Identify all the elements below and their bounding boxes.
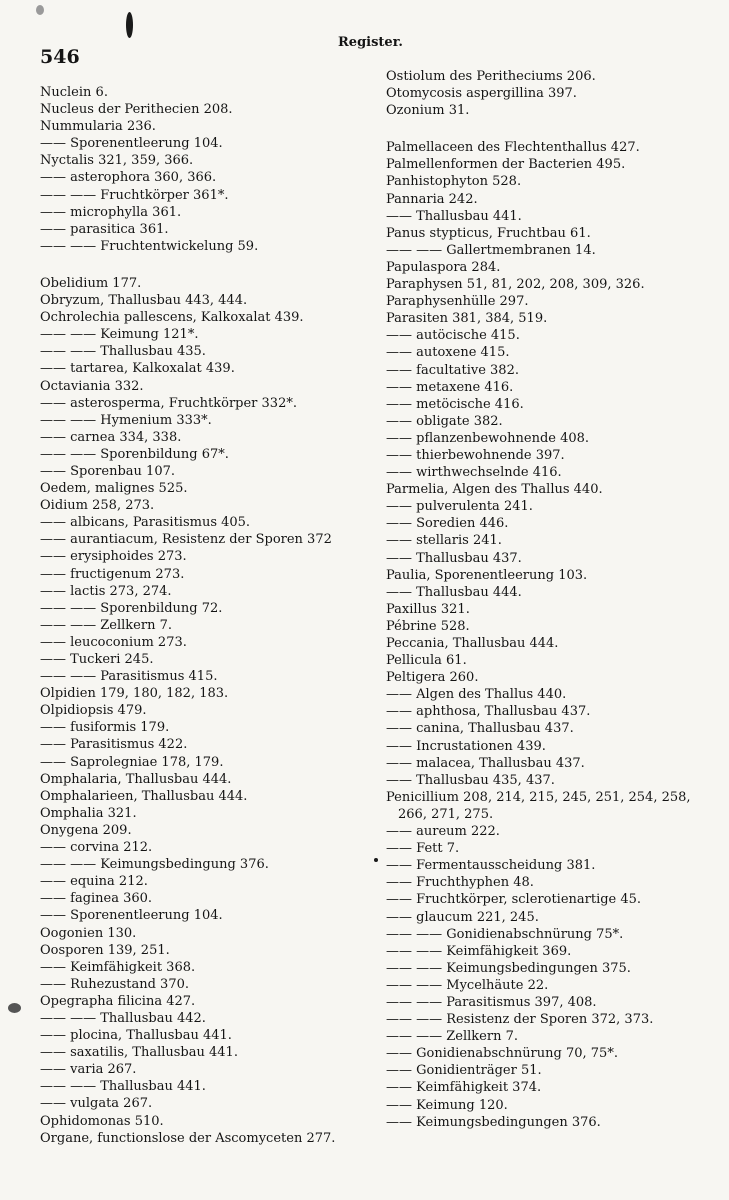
index-entry: Organe, functionslose der Ascomyceten 277.: [40, 1130, 336, 1146]
index-entry: —— Fruchthyphen 48.: [386, 875, 534, 891]
index-entry: Obryzum, Thallusbau 443, 444.: [40, 293, 248, 309]
index-entry: —— Fermentausscheidung 381.: [386, 858, 596, 874]
index-entry: —— Incrustationen 439.: [386, 738, 546, 754]
index-entry: Peccania, Thallusbau 444.: [386, 636, 559, 651]
index-entry: Palmellenformen der Bacterien 495.: [386, 157, 626, 173]
index-entry: —— Thallusbau 441.: [386, 208, 522, 224]
right-column: [386, 68, 721, 1131]
index-entry: —— metöcische 416.: [386, 396, 524, 412]
index-entry: —— pulverulenta 241.: [386, 499, 533, 515]
index-entry: —— —— Thallusbau 442.: [40, 1010, 206, 1026]
index-entry: —— Tuckeri 245.: [40, 652, 154, 667]
index-entry: —— —— Hymenium 333*.: [40, 412, 212, 428]
index-entry: —— —— Gallertmembranen 14.: [386, 242, 596, 258]
index-entry: —— Thallusbau 444.: [386, 584, 522, 600]
index-entry: Omphalarieen, Thallusbau 444.: [40, 788, 248, 804]
index-entry: —— facultative 382.: [386, 362, 519, 378]
index-entry: —— canina, Thallusbau 437.: [386, 721, 574, 737]
index-entry: —— Algen des Thallus 440.: [386, 687, 567, 703]
index-entry: Parasiten 381, 384, 519.: [386, 311, 548, 327]
index-entry: —— Parasitismus 422.: [40, 737, 188, 753]
index-entry: —— carnea 334, 338.: [40, 429, 182, 445]
index-entry: —— Thallusbau 435, 437.: [386, 772, 555, 788]
index-entry: —— —— Zellkern 7.: [40, 617, 172, 633]
page-number: 546: [40, 46, 80, 68]
index-entry: Otomycosis aspergillina 397.: [386, 86, 577, 102]
index-entry: —— plocina, Thallusbau 441.: [40, 1028, 232, 1044]
index-entry: —— —— Thallusbau 441.: [40, 1079, 206, 1095]
index-entry: Panus stypticus, Fruchtbau 61.: [386, 225, 591, 241]
index-entry: —— albicans, Parasitismus 405.: [40, 515, 251, 531]
index-entry: —— Soredien 446.: [386, 516, 509, 532]
index-entry: —— —— Resistenz der Sporen 372, 373.: [386, 1012, 654, 1028]
index-entry: Oogonien 130.: [40, 925, 137, 941]
index-entry: —— —— Keimfähigkeit 369.: [386, 943, 572, 959]
index-entry: —— Sporenentleerung 104.: [40, 908, 223, 924]
index-entry: —— —— Mycelhäute 22.: [386, 977, 549, 993]
index-entry: —— equina 212.: [40, 874, 148, 890]
index-entry: Oosporen 139, 251.: [40, 942, 170, 958]
index-entry: —— Sporenbau 107.: [40, 463, 175, 479]
index-entry: Pellicula 61.: [386, 653, 467, 669]
index-entry: —— tartarea, Kalkoxalat 439.: [40, 361, 235, 377]
index-entry: —— microphylla 361.: [40, 204, 182, 220]
index-entry: Olpidien 179, 180, 182, 183.: [40, 686, 229, 702]
running-head: Register.: [338, 35, 403, 50]
index-entry: —— vulgata 267.: [40, 1096, 153, 1112]
index-entry: Panhistophyton 528.: [386, 174, 522, 190]
index-entry: —— —— Gonidienabschnürung 75*.: [386, 926, 624, 942]
index-entry: Paxillus 321.: [386, 601, 470, 617]
index-entry: —— wirthwechselnde 416.: [386, 465, 562, 481]
index-entry: Parmelia, Algen des Thallus 440.: [386, 482, 603, 498]
index-entry: —— erysiphoides 273.: [40, 549, 187, 565]
index-entry: —— malacea, Thallusbau 437.: [386, 755, 585, 771]
index-entry: —— fructigenum 273.: [40, 566, 185, 582]
index-entry: —— Fruchtkörper, sclerotienartige 45.: [386, 892, 642, 908]
index-entry: Papulaspora 284.: [386, 259, 501, 275]
index-entry: —— Keimung 120.: [386, 1097, 508, 1113]
index-entry: Nummularia 236.: [40, 119, 156, 135]
index-entry: —— fusiformis 179.: [40, 720, 170, 736]
index-entry: —— thierbewohnende 397.: [386, 447, 565, 463]
index-entry: —— pflanzenbewohnende 408.: [386, 430, 590, 446]
index-entry: —— obligate 382.: [386, 413, 503, 429]
index-entry: —— varia 267.: [40, 1062, 137, 1078]
index-entry: —— asterosperma, Fruchtkörper 332*.: [40, 395, 297, 411]
index-entry: Nucleus der Perithecien 208.: [40, 102, 233, 118]
index-entry: Olpidiopsis 479.: [40, 703, 147, 719]
index-entry: —— Thallusbau 437.: [386, 550, 522, 566]
ink-blot: [36, 5, 44, 15]
index-entry: —— —— Keimungsbedingung 376.: [40, 857, 269, 873]
index-entry: Palmellaceen des Flechtenthallus 427.: [386, 140, 640, 156]
index-entry: Pannaria 242.: [386, 191, 478, 207]
index-entry: —— aphthosa, Thallusbau 437.: [386, 704, 591, 720]
index-entry: —— Keimfähigkeit 374.: [386, 1080, 542, 1096]
index-entry: —— —— Fruchtkörper 361*.: [40, 187, 229, 203]
index-entry: —— —— Keimungsbedingungen 375.: [386, 960, 631, 976]
index-entry: Omphalia 321.: [40, 805, 137, 821]
index-entry: —— Keimfähigkeit 368.: [40, 959, 196, 975]
index-entry: —— leucoconium 273.: [40, 634, 187, 650]
index-entry: —— —— Sporenbildung 67*.: [40, 446, 229, 462]
index-entry: Ostiolum des Peritheciums 206.: [386, 69, 596, 84]
index-entry: —— —— Parasitismus 415.: [40, 669, 218, 685]
index-entry: —— aureum 222.: [386, 824, 500, 840]
index-entry: —— Sporenentleerung 104.: [40, 136, 223, 152]
index-entry: —— —— Parasitismus 397, 408.: [386, 994, 597, 1010]
index-entry: —— lactis 273, 274.: [40, 583, 172, 599]
index-entry: Oedem, malignes 525.: [40, 481, 188, 497]
index-entry: —— autöcische 415.: [386, 328, 520, 344]
index-entry: —— parasitica 361.: [40, 221, 169, 237]
index-entry: Ozonium 31.: [386, 103, 470, 119]
ink-blot: [126, 12, 133, 38]
index-entry: —— saxatilis, Thallusbau 441.: [40, 1045, 238, 1061]
index-entry: Peltigera 260.: [386, 670, 479, 686]
index-entry: Ochrolechia pallescens, Kalkoxalat 439.: [40, 310, 304, 326]
index-entry: Ophidomonas 510.: [40, 1113, 164, 1129]
index-entry: Paraphysen 51, 81, 202, 208, 309, 326.: [386, 277, 645, 293]
index-entry: Oidium 258, 273.: [40, 498, 155, 514]
index-entry: —— Gonidienabschnürung 70, 75*.: [386, 1046, 618, 1062]
index-entry: Paulia, Sporenentleerung 103.: [386, 567, 588, 583]
index-entry: Onygena 209.: [40, 822, 132, 838]
index-entry: —— —— Keimung 121*.: [40, 327, 199, 343]
index-entry: —— —— Fruchtentwickelung 59.: [40, 238, 259, 254]
index-entry: —— faginea 360.: [40, 891, 153, 907]
index-entry: —— stellaris 241.: [386, 533, 502, 549]
index-entry: —— —— Thallusbau 435.: [40, 344, 206, 360]
index-entry: —— Gonidienträger 51.: [386, 1063, 542, 1079]
index-entry: —— Fett 7.: [386, 841, 460, 857]
index-entry: Opegrapha filicina 427.: [40, 993, 196, 1009]
index-entry: Omphalaria, Thallusbau 444.: [40, 771, 232, 787]
left-column: [40, 84, 380, 1147]
index-entry: —— glaucum 221, 245.: [386, 909, 539, 925]
index-entry: Octaviania 332.: [40, 378, 144, 394]
index-entry: Nuclein 6.: [40, 85, 108, 100]
index-entry: Penicillium 208, 214, 215, 245, 251, 254, 258, 266, 271, 275.: [386, 789, 691, 822]
index-entry: Paraphysenhülle 297.: [386, 294, 529, 310]
ink-blot: [8, 1003, 21, 1013]
index-entry: Pébrine 528.: [386, 618, 470, 634]
index-entry: —— asterophora 360, 366.: [40, 170, 217, 186]
index-entry: —— corvina 212.: [40, 840, 153, 856]
index-entry: —— —— Zellkern 7.: [386, 1029, 518, 1045]
index-entry: —— Ruhezustand 370.: [40, 976, 189, 992]
index-entry: —— —— Sporenbildung 72.: [40, 600, 223, 616]
index-entry: Nyctalis 321, 359, 366.: [40, 153, 194, 169]
index-entry: —— metaxene 416.: [386, 379, 514, 395]
index-entry: —— Keimungsbedingungen 376.: [386, 1114, 601, 1130]
index-entry: —— aurantiacum, Resistenz der Sporen 372: [40, 532, 332, 548]
index-entry: —— Saprolegniae 178, 179.: [40, 754, 224, 770]
index-entry: —— autoxene 415.: [386, 345, 510, 361]
index-entry: Obelidium 177.: [40, 275, 142, 291]
